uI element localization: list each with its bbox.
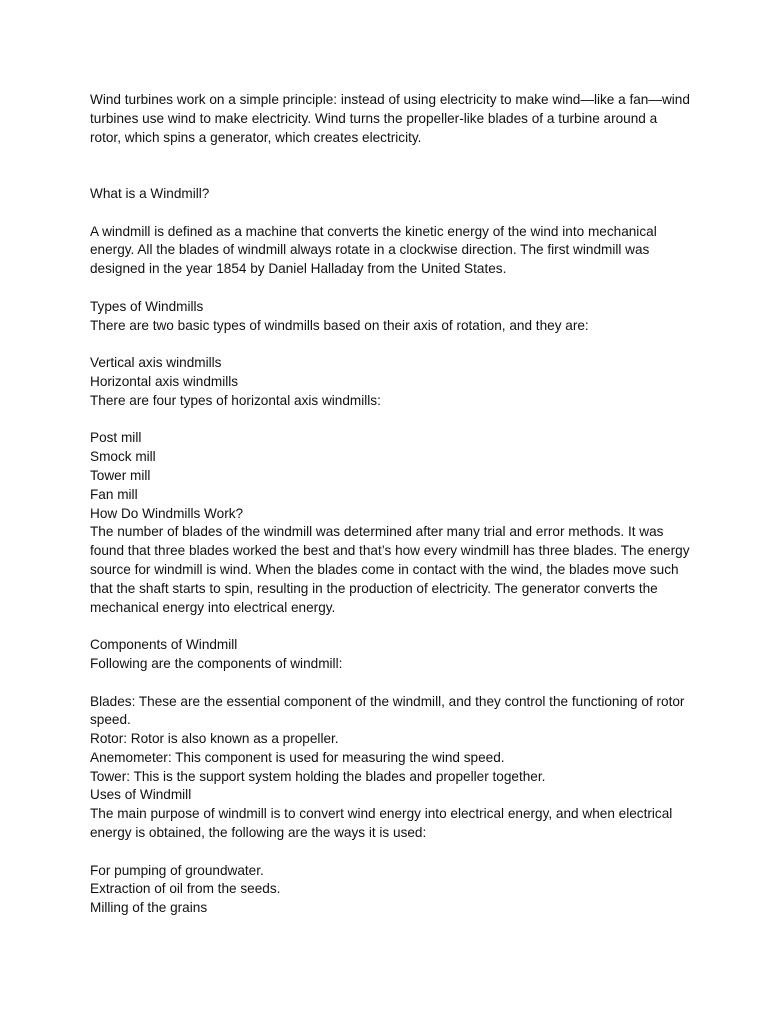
document-body — [90, 91, 690, 918]
list-item: Rotor: Rotor is also known as a propeller. — [90, 731, 339, 747]
components-heading: Components of Windmill — [90, 637, 238, 653]
uses-paragraph: The main purpose of windmill is to convert wind energy into electrical energy, and when electrical energy is obtained, the following are the ways it is used: — [90, 806, 673, 841]
list-item: Tower: This is the support system holding the blades and propeller together. — [90, 768, 546, 784]
list-item: Vertical axis windmills — [90, 355, 222, 371]
types-intro: There are two basic types of windmills based on their axis of rotation, and they are: — [90, 317, 589, 333]
list-item: Extraction of oil from the seeds. — [90, 881, 281, 897]
list-item: Smock mill — [90, 449, 156, 465]
windmill-definition: A windmill is defined as a machine that converts the kinetic energy of the wind into mechanical energy. All the blades of windmill always rotate in a clockwise direction. The first windmill was designed in the year 1854 by Daniel Halladay from the United States. — [90, 223, 657, 277]
list-item: For pumping of groundwater. — [90, 862, 264, 878]
components-intro: Following are the components of windmill: — [90, 655, 343, 671]
types-heading: Types of Windmills — [90, 298, 204, 314]
list-item: Post mill — [90, 430, 142, 446]
how-heading: How Do Windmills Work? — [90, 505, 244, 521]
list-item: Horizontal axis windmills — [90, 373, 239, 389]
windmill-heading: What is a Windmill? — [90, 185, 210, 201]
uses-heading: Uses of Windmill — [90, 787, 192, 803]
list-item: Tower mill — [90, 467, 151, 483]
list-item: Milling of the grains — [90, 900, 208, 916]
how-paragraph: The number of blades of the windmill was determined after many trial and error methods. It was found that three blades worked the best and that’s how every windmill has three blades. The energy source for windmill is wind. When the blades come in contact with the wind, the blades move such that the shaft starts to spin, resulting in the production of electricity. The generator converts the mechanical energy into electrical energy. — [90, 524, 690, 615]
horizontal-types-intro: There are four types of horizontal axis windmills: — [90, 392, 381, 408]
intro-paragraph: Wind turbines work on a simple principle: instead of using electricity to make wind—like a fan—wind turbines use wind to make electricity. Wind turns the propeller-like blades of a turbine around a rotor, which spins a generator, which creates electricity. — [90, 92, 690, 145]
list-item: Anemometer: This component is used for measuring the wind speed. — [90, 749, 505, 765]
list-item: Fan mill — [90, 486, 138, 502]
list-item: Blades: These are the essential component of the windmill, and they control the functioning of rotor speed. — [90, 693, 685, 728]
